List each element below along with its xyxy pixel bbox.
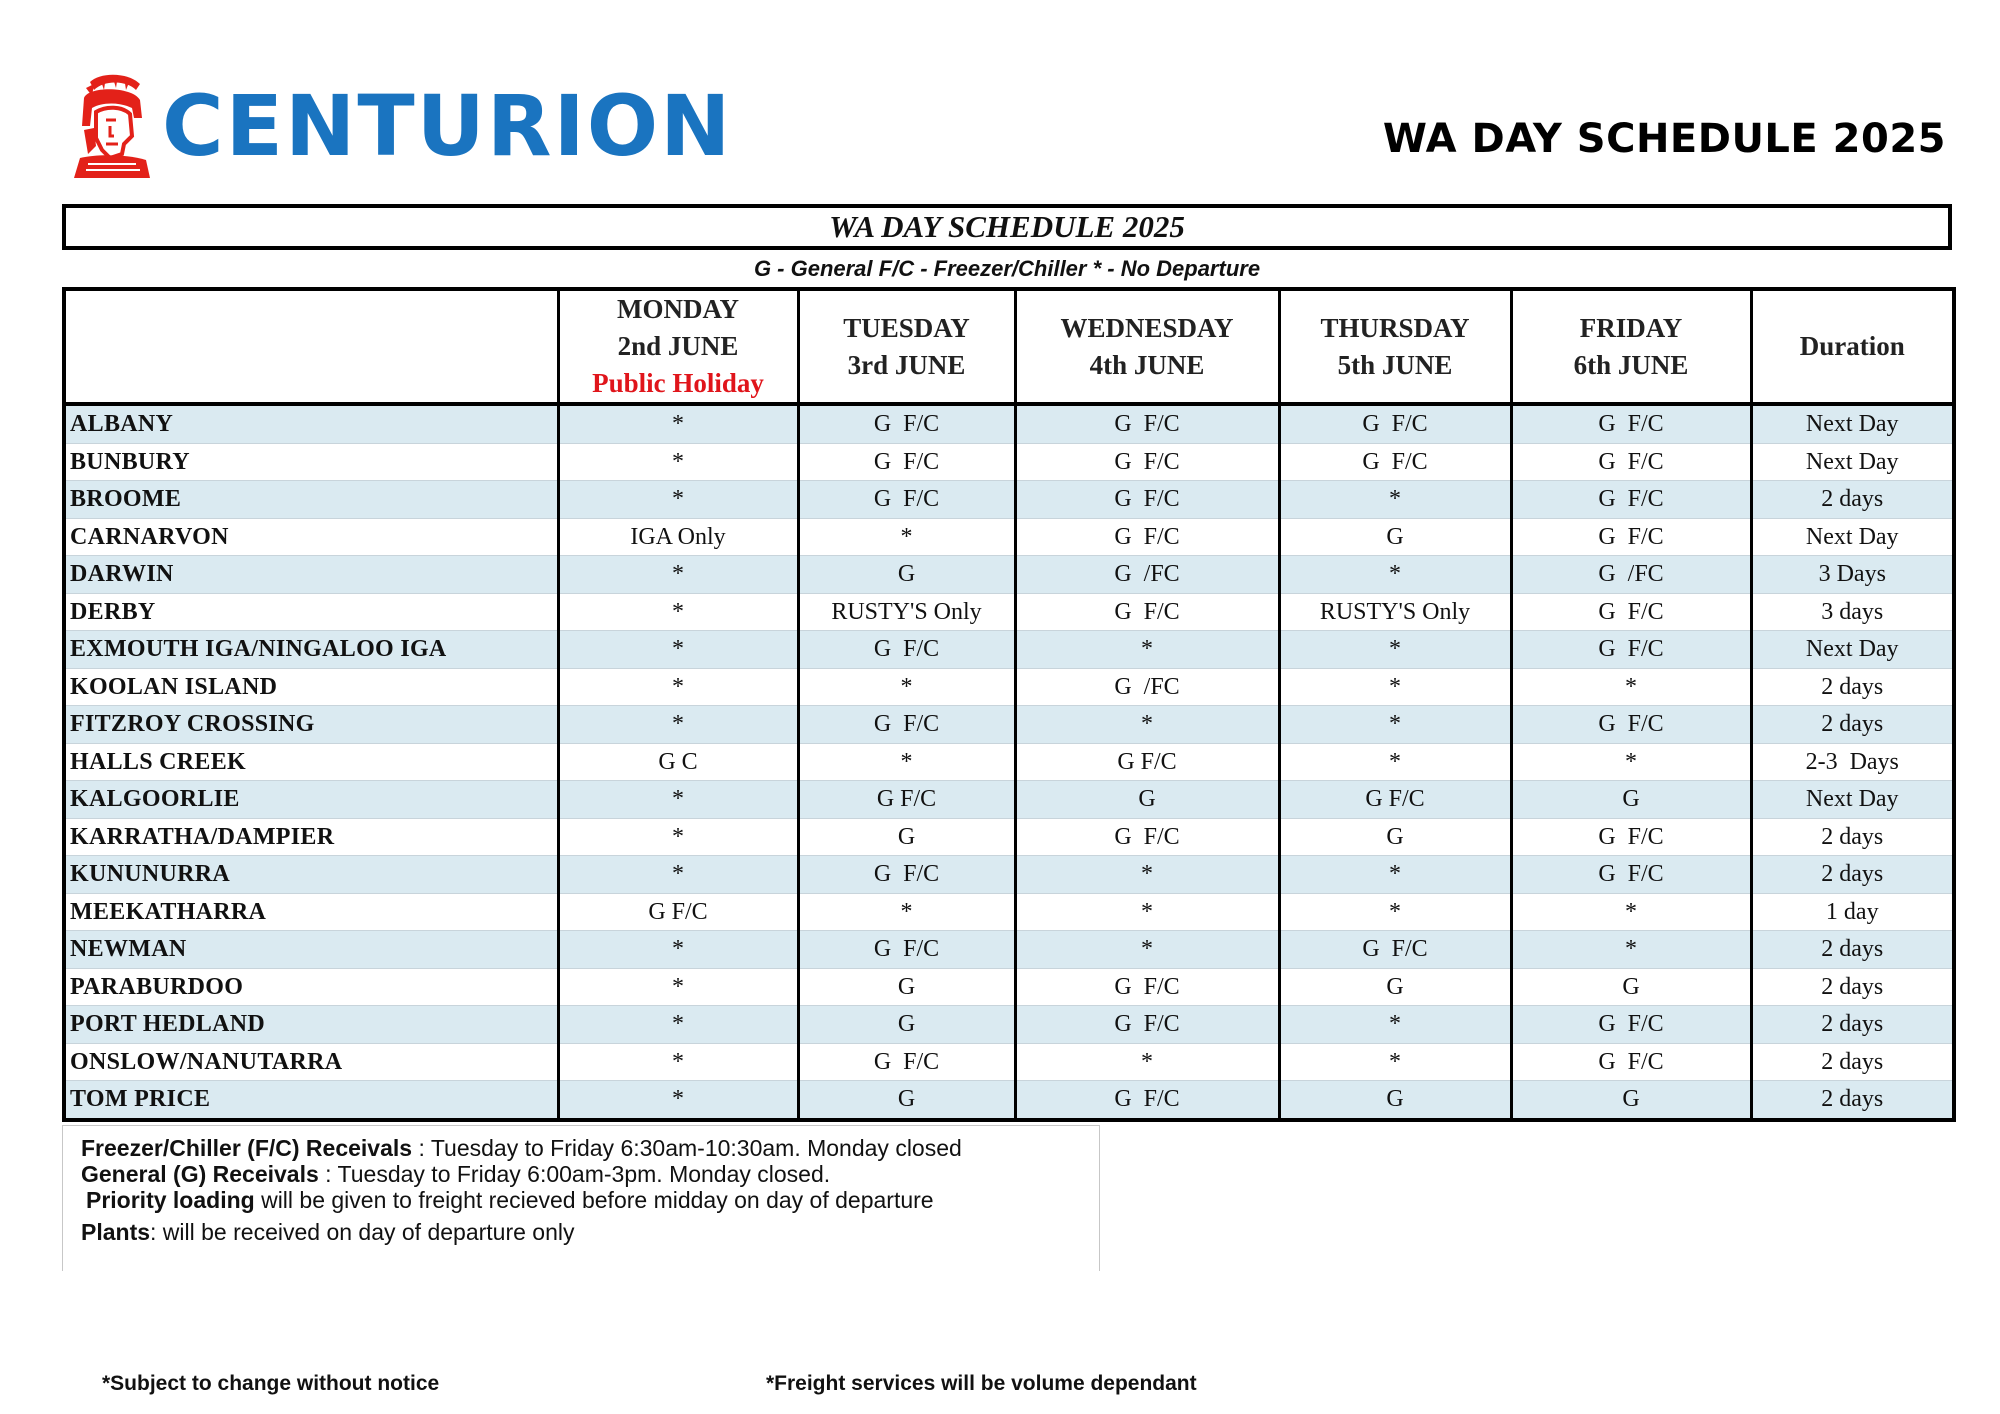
schedule-cell: *	[1015, 931, 1279, 969]
header-monday	[558, 289, 798, 404]
schedule-cell: *	[798, 668, 1015, 706]
table-row	[64, 518, 1954, 556]
location-cell: KARRATHA/DAMPIER	[64, 818, 558, 856]
schedule-cell: G	[1279, 1081, 1511, 1120]
location-cell: HALLS CREEK	[64, 743, 558, 781]
schedule-cell: G F/C	[1279, 443, 1511, 481]
header-day: MONDAY	[616, 294, 739, 324]
schedule-cell: G	[1511, 781, 1751, 819]
location-cell: KUNUNURRA	[64, 856, 558, 894]
schedule-cell: G F/C	[1015, 443, 1279, 481]
table-row	[64, 931, 1954, 969]
duration-cell: 2 days	[1751, 1081, 1954, 1120]
location-cell: FITZROY CROSSING	[64, 706, 558, 744]
schedule-cell: G F/C	[798, 443, 1015, 481]
schedule-cell: *	[1015, 893, 1279, 931]
table-row	[64, 1043, 1954, 1081]
schedule-cell: G F/C	[1511, 818, 1751, 856]
header-day: THURSDAY	[1320, 312, 1470, 343]
schedule-cell: G F/C	[1015, 743, 1279, 781]
page-title: WA DAY SCHEDULE 2025	[1382, 116, 1946, 162]
location-cell: PARABURDOO	[64, 968, 558, 1006]
schedule-cell: G F/C	[1511, 706, 1751, 744]
schedule-cell: G	[798, 968, 1015, 1006]
footer-disclaimer-change: *Subject to change without notice	[102, 1372, 440, 1395]
schedule-cell: G F/C	[798, 631, 1015, 669]
schedule-cell: *	[1511, 668, 1751, 706]
table-row	[64, 706, 1954, 744]
note-priority-loading: Priority loading will be given to freight recieved before midday on day of departure	[86, 1187, 934, 1213]
schedule-cell: *	[1015, 631, 1279, 669]
schedule-cell: G F/C	[1279, 931, 1511, 969]
schedule-cell: *	[1279, 1043, 1511, 1081]
header-date: 2nd JUNE	[617, 331, 739, 361]
schedule-cell: G F/C	[558, 893, 798, 931]
location-cell: KALGOORLIE	[64, 781, 558, 819]
table-row	[64, 781, 1954, 819]
schedule-cell: *	[1279, 1006, 1511, 1044]
schedule-cell: *	[1015, 706, 1279, 744]
schedule-cell: G F/C	[1511, 1006, 1751, 1044]
schedule-cell: *	[558, 443, 798, 481]
location-cell: BROOME	[64, 481, 558, 519]
schedule-cell: *	[1279, 481, 1511, 519]
schedule-cell: G F/C	[1015, 818, 1279, 856]
table-row	[64, 743, 1954, 781]
table-row	[64, 404, 1954, 443]
schedule-cell: *	[558, 818, 798, 856]
schedule-cell: G	[1511, 1081, 1751, 1120]
location-cell: DERBY	[64, 593, 558, 631]
schedule-cell: G F/C	[1511, 404, 1751, 443]
location-cell: ALBANY	[64, 404, 558, 443]
table-row	[64, 1006, 1954, 1044]
schedule-cell: *	[1015, 1043, 1279, 1081]
schedule-cell: G F/C	[1015, 481, 1279, 519]
header-date: 4th JUNE	[1089, 349, 1205, 380]
schedule-cell: G F/C	[1511, 443, 1751, 481]
table-row	[64, 968, 1954, 1006]
schedule-cell: G F/C	[1015, 593, 1279, 631]
duration-cell: 2 days	[1751, 1043, 1954, 1081]
schedule-cell: G F/C	[1279, 404, 1511, 443]
location-cell: EXMOUTH IGA/NINGALOO IGA	[64, 631, 558, 669]
schedule-cell: G F/C	[798, 404, 1015, 443]
note-general: General (G) Receivals : Tuesday to Friday 6:00am-3pm. Monday closed.	[81, 1161, 831, 1187]
schedule-cell: G F/C	[1279, 781, 1511, 819]
schedule-cell: G /FC	[1015, 668, 1279, 706]
schedule-cell: G F/C	[798, 931, 1015, 969]
schedule-cell: *	[1511, 743, 1751, 781]
schedule-cell: G F/C	[1511, 631, 1751, 669]
duration-cell: Next Day	[1751, 781, 1954, 819]
schedule-cell: *	[1511, 893, 1751, 931]
duration-cell: Next Day	[1751, 631, 1954, 669]
location-cell: ONSLOW/NANUTARRA	[64, 1043, 558, 1081]
note-plants: Plants: will be received on day of departure only	[81, 1219, 575, 1245]
schedule-cell: *	[558, 968, 798, 1006]
schedule-cell: *	[558, 404, 798, 443]
location-cell: DARWIN	[64, 556, 558, 594]
schedule-cell: *	[558, 931, 798, 969]
schedule-title: WA DAY SCHEDULE 2025	[62, 204, 1952, 250]
table-row	[64, 443, 1954, 481]
schedule-cell: G	[1511, 968, 1751, 1006]
footer-disclaimer-volume: *Freight services will be volume dependant	[766, 1372, 1197, 1395]
header-date: 3rd JUNE	[847, 349, 966, 380]
schedule-cell: G C	[558, 743, 798, 781]
header-day: TUESDAY	[843, 312, 970, 343]
table-row	[64, 556, 1954, 594]
schedule-cell: G F/C	[1015, 1006, 1279, 1044]
table-row	[64, 481, 1954, 519]
centurion-logo	[66, 74, 786, 178]
schedule-cell: *	[1279, 631, 1511, 669]
schedule-cell: G	[1279, 818, 1511, 856]
schedule-cell: *	[558, 856, 798, 894]
duration-cell: 3 Days	[1751, 556, 1954, 594]
location-cell: KOOLAN ISLAND	[64, 668, 558, 706]
header-day: FRIDAY	[1579, 312, 1683, 343]
schedule-cell: G F/C	[1015, 518, 1279, 556]
schedule-cell: *	[1279, 706, 1511, 744]
schedule-cell: *	[558, 1081, 798, 1120]
table-header-row	[64, 289, 1954, 404]
schedule-cell: RUSTY'S Only	[1279, 593, 1511, 631]
schedule-cell: G F/C	[1511, 593, 1751, 631]
header-tuesday	[798, 289, 1015, 404]
location-cell: BUNBURY	[64, 443, 558, 481]
schedule-cell: IGA Only	[558, 518, 798, 556]
duration-cell: 2 days	[1751, 968, 1954, 1006]
schedule-cell: G /FC	[1511, 556, 1751, 594]
schedule-cell: *	[1279, 893, 1511, 931]
header-date: 6th JUNE	[1573, 349, 1689, 380]
table-row	[64, 856, 1954, 894]
location-cell: TOM PRICE	[64, 1081, 558, 1120]
schedule-cell: *	[558, 781, 798, 819]
duration-cell: Next Day	[1751, 443, 1954, 481]
location-cell: PORT HEDLAND	[64, 1006, 558, 1044]
table-row	[64, 818, 1954, 856]
schedule-cell: *	[1279, 668, 1511, 706]
schedule-body	[64, 404, 1954, 1120]
duration-cell: 2 days	[1751, 856, 1954, 894]
schedule-cell: *	[558, 1043, 798, 1081]
schedule-cell: G F/C	[1015, 968, 1279, 1006]
schedule-cell: G F/C	[798, 856, 1015, 894]
location-cell: MEEKATHARRA	[64, 893, 558, 931]
schedule-table	[62, 287, 1956, 1122]
schedule-cell: *	[558, 668, 798, 706]
duration-cell: Next Day	[1751, 518, 1954, 556]
centurion-helmet-icon	[66, 74, 156, 178]
schedule-cell: *	[558, 481, 798, 519]
schedule-cell: G	[798, 556, 1015, 594]
schedule-cell: G F/C	[798, 706, 1015, 744]
schedule-cell: G F/C	[1015, 1081, 1279, 1120]
table-row	[64, 593, 1954, 631]
header-duration	[1751, 289, 1954, 404]
note-freezer-chiller: Freezer/Chiller (F/C) Receivals : Tuesday to Friday 6:30am-10:30am. Monday closed	[81, 1135, 962, 1161]
schedule-cell: G F/C	[1511, 518, 1751, 556]
schedule-cell: G F/C	[1511, 481, 1751, 519]
schedule-cell: G F/C	[1015, 404, 1279, 443]
table-row	[64, 668, 1954, 706]
schedule-cell: *	[1279, 743, 1511, 781]
schedule-cell: G F/C	[798, 481, 1015, 519]
logo-wordmark: CENTURION	[162, 77, 733, 175]
duration-cell: 2 days	[1751, 931, 1954, 969]
schedule-cell: G	[1279, 968, 1511, 1006]
header-thursday	[1279, 289, 1511, 404]
schedule-cell: *	[558, 631, 798, 669]
location-cell: NEWMAN	[64, 931, 558, 969]
schedule-cell: G F/C	[1511, 856, 1751, 894]
duration-cell: 2 days	[1751, 668, 1954, 706]
duration-cell: 2 days	[1751, 818, 1954, 856]
duration-cell: 1 day	[1751, 893, 1954, 931]
header-day: WEDNESDAY	[1060, 312, 1234, 343]
schedule-cell: *	[558, 593, 798, 631]
header-day: Duration	[1799, 331, 1905, 361]
header-friday	[1511, 289, 1751, 404]
schedule-cell: G	[798, 1006, 1015, 1044]
schedule-cell: *	[558, 556, 798, 594]
schedule-cell: *	[1279, 856, 1511, 894]
schedule-legend: G - General F/C - Freezer/Chiller * - No Departure	[753, 256, 1261, 281]
schedule-cell: *	[798, 893, 1015, 931]
public-holiday-note: Public Holiday	[592, 368, 764, 398]
schedule-cell: G	[1279, 518, 1511, 556]
duration-cell: Next Day	[1751, 404, 1954, 443]
table-row	[64, 893, 1954, 931]
schedule-cell: *	[558, 706, 798, 744]
schedule-cell: *	[798, 743, 1015, 781]
table-row	[64, 631, 1954, 669]
schedule-cell: *	[798, 518, 1015, 556]
schedule-cell: G	[1015, 781, 1279, 819]
schedule-cell: G	[798, 818, 1015, 856]
schedule-cell: G F/C	[798, 781, 1015, 819]
table-row	[64, 1081, 1954, 1120]
duration-cell: 3 days	[1751, 593, 1954, 631]
schedule-cell: G	[798, 1081, 1015, 1120]
schedule-cell: *	[1015, 856, 1279, 894]
receivals-notes	[62, 1125, 1100, 1271]
location-cell: CARNARVON	[64, 518, 558, 556]
duration-cell: 2 days	[1751, 706, 1954, 744]
header-location	[64, 289, 558, 404]
duration-cell: 2-3 Days	[1751, 743, 1954, 781]
schedule-cell: *	[1511, 931, 1751, 969]
schedule-cell: G F/C	[1511, 1043, 1751, 1081]
schedule-cell: G F/C	[798, 1043, 1015, 1081]
header-wednesday	[1015, 289, 1279, 404]
schedule-cell: *	[558, 1006, 798, 1044]
duration-cell: 2 days	[1751, 481, 1954, 519]
header-date: 5th JUNE	[1337, 349, 1453, 380]
schedule-cell: G /FC	[1015, 556, 1279, 594]
schedule-cell: RUSTY'S Only	[798, 593, 1015, 631]
schedule-cell: *	[1279, 556, 1511, 594]
duration-cell: 2 days	[1751, 1006, 1954, 1044]
